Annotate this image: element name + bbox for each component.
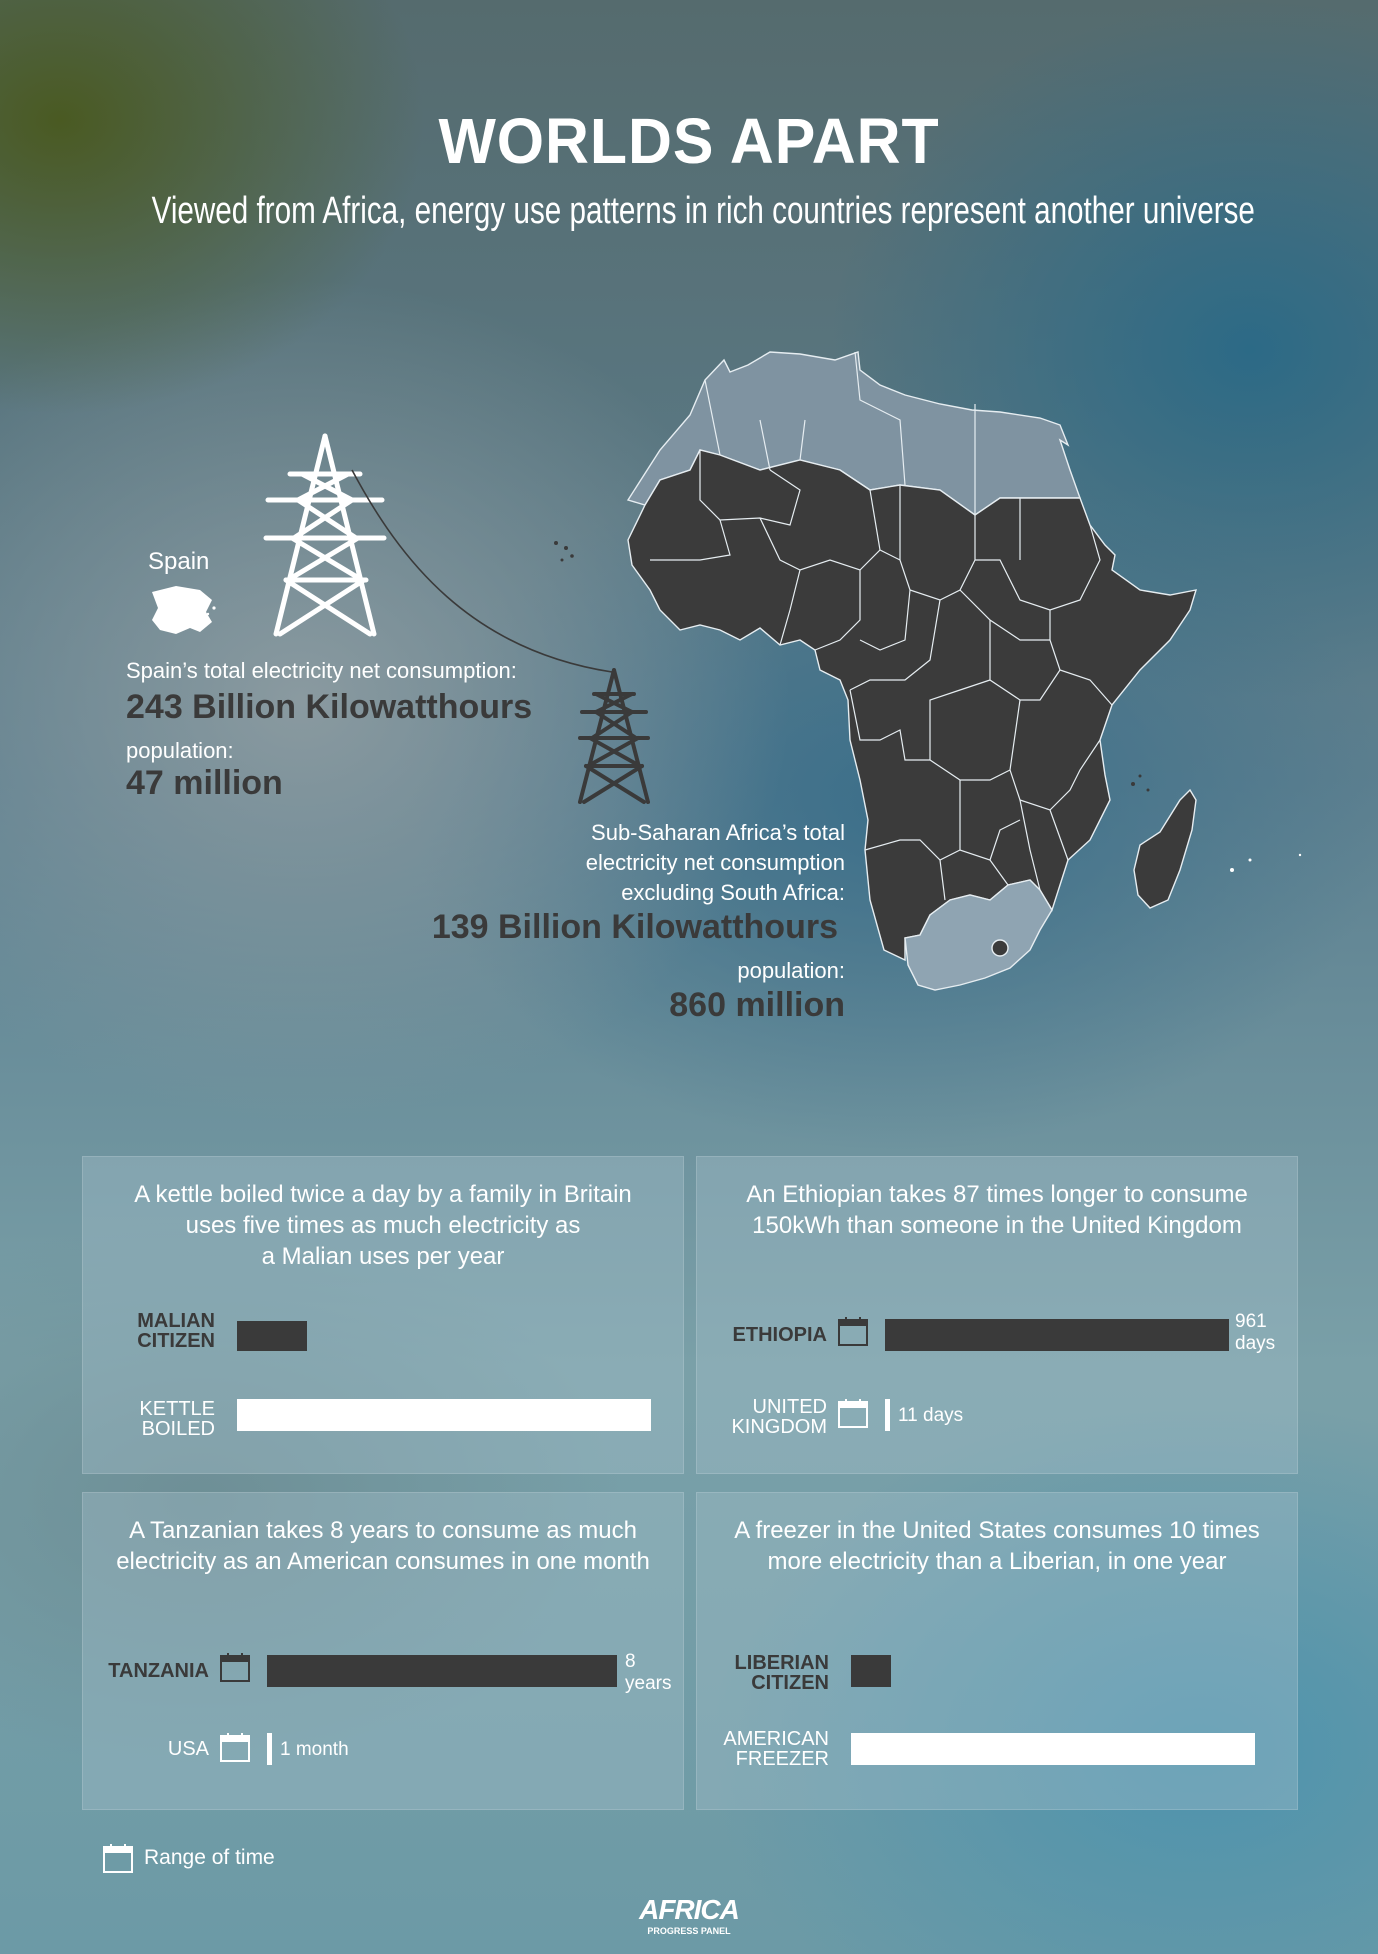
american-freezer-bar xyxy=(851,1733,1255,1765)
usa-month-value: 1 month xyxy=(280,1739,349,1760)
liberian-citizen-label xyxy=(697,1653,829,1693)
ethiopia-title-line1: An Ethiopian takes 87 times longer to consume xyxy=(746,1181,1248,1208)
liberian-label-line2: CITIZEN xyxy=(751,1672,829,1694)
power-line-wire xyxy=(352,470,612,672)
tanzania-years-value xyxy=(625,1651,671,1695)
ethiopia-days-unit: days xyxy=(1235,1333,1276,1354)
kettle-boiled-label xyxy=(83,1399,215,1439)
tanzania-panel-title xyxy=(93,1515,673,1577)
united-kingdom-label xyxy=(697,1397,827,1437)
usa-label: USA xyxy=(167,1738,209,1760)
legend-label: Range of time xyxy=(144,1846,275,1869)
freezer-label-line2: FREEZER xyxy=(735,1748,829,1770)
freezer-label-line1: AMERICAN xyxy=(723,1728,829,1750)
ethiopia-comparison-panel xyxy=(696,1156,1298,1474)
uk-label-line2: KINGDOM xyxy=(731,1416,827,1438)
tanzania-title-line1: A Tanzanian takes 8 years to consume as much xyxy=(129,1517,637,1544)
africa-consumption-line3: excluding South Africa: xyxy=(621,880,845,905)
spain-map-icon xyxy=(152,586,216,634)
ethiopia-days-value xyxy=(1235,1311,1275,1355)
malian-citizen-bar xyxy=(237,1321,307,1351)
spain-pylon-icon xyxy=(266,436,384,634)
page-subtitle: Viewed from Africa, energy use patterns in rich countries represent another universe xyxy=(151,190,1255,232)
kettle-title-line1: A kettle boiled twice a day by a family in Britain xyxy=(134,1181,632,1208)
freezer-panel-title xyxy=(707,1515,1287,1577)
ethiopia-days-number: 961 xyxy=(1235,1311,1267,1332)
spain-population-value: 47 million xyxy=(126,764,283,802)
tanzania-label: TANZANIA xyxy=(108,1660,209,1682)
liberian-citizen-bar xyxy=(851,1655,891,1687)
calendar-icon xyxy=(219,1651,251,1683)
kettle-comparison-panel xyxy=(82,1156,684,1474)
calendar-icon xyxy=(837,1397,869,1429)
uk-days-value: 11 days xyxy=(898,1405,964,1426)
africa-pylon-icon xyxy=(580,670,648,802)
africa-progress-panel-logo-sub: PROGRESS PANEL xyxy=(647,1926,731,1936)
american-freezer-label xyxy=(697,1729,829,1769)
kettle-panel-title xyxy=(93,1179,673,1272)
kettle-title-line3: a Malian uses per year xyxy=(261,1243,505,1270)
madagascar-region xyxy=(1134,790,1196,908)
kettle-boiled-bar xyxy=(237,1399,651,1431)
ethiopia-title-line2: 150kWh than someone in the United Kingdom xyxy=(752,1212,1242,1239)
tanzania-years-number: 8 xyxy=(625,1651,636,1672)
ethiopia-label: ETHIOPIA xyxy=(732,1324,827,1346)
tanzania-years-bar xyxy=(267,1655,617,1687)
africa-consumption-label xyxy=(586,818,845,908)
africa-population-value: 860 million xyxy=(669,986,845,1024)
freezer-title-line1: A freezer in the United States consumes 10 times xyxy=(734,1517,1260,1544)
africa-population-label: population: xyxy=(737,958,845,983)
malian-label-line2: CITIZEN xyxy=(137,1330,215,1352)
africa-consumption-line2: electricity net consumption xyxy=(585,850,845,875)
freezer-title-line2: more electricity than a Liberian, in one year xyxy=(767,1548,1227,1575)
kettle-title-line2: uses five times as much electricity as xyxy=(185,1212,581,1239)
spain-label: Spain xyxy=(148,548,210,575)
malian-label-line1: MALIAN xyxy=(137,1310,215,1332)
calendar-icon xyxy=(837,1315,869,1347)
uk-days-bar xyxy=(885,1399,890,1431)
kettle-label-line2: BOILED xyxy=(141,1418,215,1440)
tanzania-title-line2: electricity as an American consumes in one month xyxy=(116,1548,650,1575)
freezer-comparison-panel xyxy=(696,1492,1298,1810)
spain-consumption-value: 243 Billion Kilowatthours xyxy=(126,688,533,726)
ethiopia-panel-title xyxy=(707,1179,1287,1241)
spain-consumption-label: Spain’s total electricity net consumption: xyxy=(126,658,517,683)
calendar-icon xyxy=(219,1731,251,1763)
liberian-label-line1: LIBERIAN xyxy=(734,1652,829,1674)
africa-consumption-value: 139 Billion Kilowatthours xyxy=(431,908,838,946)
ethiopia-days-bar xyxy=(885,1319,1229,1351)
tanzania-comparison-panel xyxy=(82,1492,684,1810)
spain-population-label: population: xyxy=(126,738,234,763)
uk-label-line1: UNITED xyxy=(752,1396,827,1418)
kettle-label-line1: KETTLE xyxy=(139,1398,215,1420)
tanzania-years-unit: years xyxy=(625,1673,672,1694)
africa-consumption-line1: Sub-Saharan Africa’s total xyxy=(591,820,845,845)
africa-progress-panel-logo: AFRICA xyxy=(639,1894,739,1925)
page-title: WORLDS APART xyxy=(438,105,940,177)
malian-citizen-label xyxy=(83,1311,215,1351)
usa-month-bar xyxy=(267,1733,272,1765)
calendar-icon xyxy=(102,1842,134,1874)
